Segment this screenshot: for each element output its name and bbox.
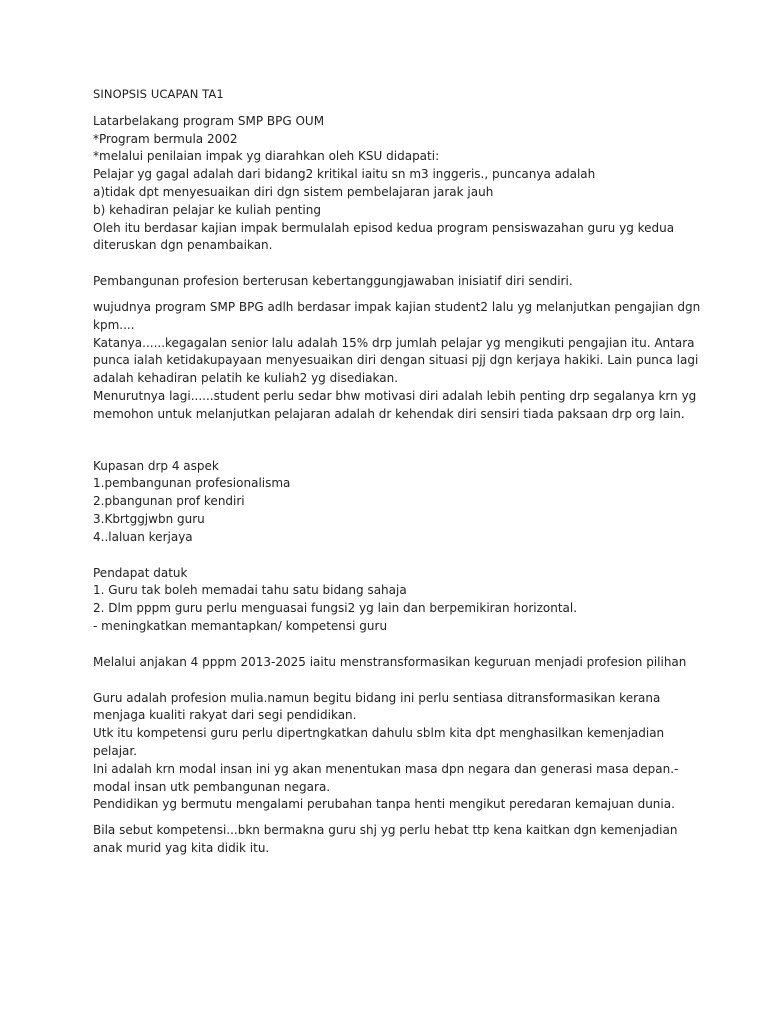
spacer <box>93 672 693 686</box>
paragraph-line: memohon untuk melanjutkan pelajaran adalah dr kehendak diri sensiri tiada paksaan drp org lain. <box>93 406 685 421</box>
paragraph-line: adalah kehadiran pelatih ke kuliah2 yg disediakan. <box>93 371 399 386</box>
paragraph-line: Bila sebut kompetensi...bkn bermakna guru shj yg perlu hebat ttp kena kaitkan dgn kemenjadian <box>93 823 678 838</box>
aspects-item: 1.pembangunan profesionalisma <box>93 476 291 491</box>
paragraph-line: a)tidak dpt menyesuaikan diri dgn sistem pembelajaran jarak jauh <box>93 184 494 199</box>
impact-section <box>93 299 701 424</box>
opinion-item: - meningkatkan memantapkan/ kompetensi guru <box>93 618 388 633</box>
background-heading: Latarbelakang program SMP BPG OUM <box>93 113 325 128</box>
pbp-paragraph: Pembangunan profesion berterusan kebertanggungjawaban inisiatif diri sendiri. <box>93 274 573 289</box>
background-section <box>93 113 693 255</box>
spacer <box>93 636 693 650</box>
aspects-item: 3.Kbrtggjwbn guru <box>93 511 205 526</box>
paragraph-line: Utk itu kompetensi guru perlu dipertngkatkan dahulu sblm kita dpt menghasilkan kemenjadian <box>93 726 665 741</box>
aspects-item: 4..laluan kerjaya <box>93 529 193 544</box>
paragraph-line: Guru adalah profesion mulia.namun begitu bidang ini perlu sentiasa ditransformasikan kerana <box>93 690 661 705</box>
document-page <box>93 86 701 858</box>
opinion-section <box>93 565 693 636</box>
paragraph-line: diteruskan dgn penambaikan. <box>93 238 273 253</box>
document-title: SINOPSIS UCAPAN TA1 <box>93 87 224 101</box>
paragraph-line: anak murid yag kita didik itu. <box>93 840 270 855</box>
paragraph-line: Pendidikan yg bermutu mengalami perubahan tanpa henti mengikut peredaran kemajuan dunia. <box>93 797 675 812</box>
background-bullet: *Program bermula 2002 <box>93 131 238 146</box>
paragraph-line: Katanya......kegagalan senior lalu adalah 15% drp jumlah pelajar yg mengikuti pengajian itu. Antara <box>93 335 695 350</box>
aspects-section <box>93 458 693 547</box>
opinion-item: 1. Guru tak boleh memadai tahu satu bidang sahaja <box>93 583 407 598</box>
paragraph-line: pelajar. <box>93 743 138 758</box>
spacer <box>93 547 693 561</box>
paragraph-line: Pelajar yg gagal adalah dari bidang2 kritikal iaitu sn m3 inggeris., puncanya adalah <box>93 167 596 182</box>
closing-section <box>93 690 693 815</box>
paragraph-line: modal insan utk pembangunan negara. <box>93 779 331 794</box>
aspects-item: 2.pbangunan prof kendiri <box>93 494 245 509</box>
paragraph-line: punca ialah ketidakupayaan menyesuaikan diri dengan situasi pjj dgn kerjaya hakiki. Lain punca lagi <box>93 353 699 368</box>
paragraph-line: Oleh itu berdasar kajian impak bermulalah episod kedua program pensiswazahan guru yg kedua <box>93 220 675 235</box>
aspects-heading: Kupasan drp 4 aspek <box>93 458 219 473</box>
spacer <box>93 424 693 458</box>
competence-section <box>93 822 693 858</box>
background-bullet: *melalui penilaian impak yg diarahkan oleh KSU didapati: <box>93 149 440 164</box>
paragraph-line: wujudnya program SMP BPG adlh berdasar impak kajian student2 lalu yg melanjutkan pengajian dgn <box>93 299 701 314</box>
opinion-item: 2. Dlm pppm guru perlu menguasai fungsi2 yg lain dan berpemikiran horizontal. <box>93 601 578 616</box>
pppm-paragraph: Melalui anjakan 4 pppm 2013-2025 iaitu menstransformasikan keguruan menjadi profesion pilihan <box>93 654 687 669</box>
spacer <box>93 104 693 113</box>
paragraph-line: Ini adalah krn modal insan ini yg akan menentukan masa dpn negara dan generasi masa depan.- <box>93 761 679 776</box>
paragraph-line: Menurutnya lagi......student perlu sedar bhw motivasi diri adalah lebih penting drp segalanya krn yg <box>93 388 697 403</box>
opinion-heading: Pendapat datuk <box>93 565 188 580</box>
paragraph-line: kpm.... <box>93 317 135 332</box>
spacer <box>93 255 693 269</box>
paragraph-line: menjaga kualiti rakyat dari segi pendidikan. <box>93 708 357 723</box>
paragraph-line: b) kehadiran pelajar ke kuliah penting <box>93 202 321 217</box>
